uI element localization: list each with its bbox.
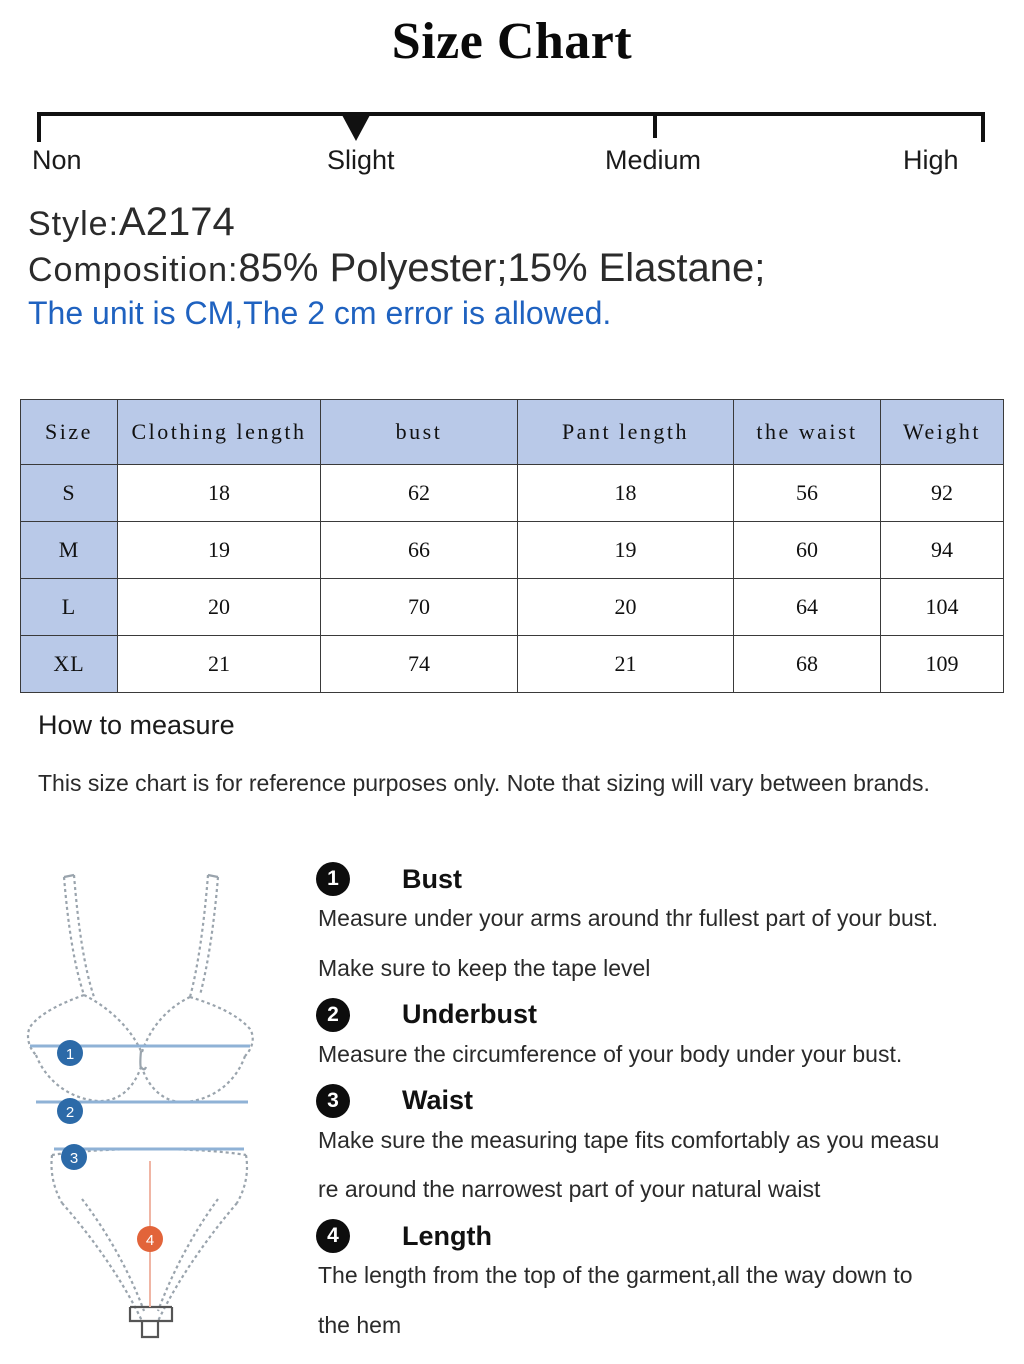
composition-value: 85% Polyester;15% Elastane; (238, 245, 766, 290)
step-line: Measure the circumference of your body under your bust. (318, 1040, 903, 1067)
style-label: Style: (28, 205, 120, 243)
step-title: Length (402, 1220, 492, 1251)
cell-clothing-length: 21 (118, 636, 321, 693)
step-title: Bust (402, 863, 462, 894)
cell-weight: 94 (881, 522, 1004, 579)
page-title: Size Chart (391, 13, 633, 70)
panty-marker-3-label: 3 (69, 1150, 79, 1167)
bra-illustration (28, 875, 253, 1102)
panty-marker-4 (137, 1226, 163, 1252)
measure-steps (316, 862, 996, 1355)
step-title: Underbust (402, 999, 537, 1030)
unit-note: The unit is CM,The 2 cm error is allowed. (28, 295, 612, 332)
cell-clothing-length: 20 (118, 579, 321, 636)
table-header-bust: bust (321, 400, 518, 465)
composition-line (28, 246, 1008, 292)
scale-label-non: Non (32, 145, 82, 175)
cell-weight: 109 (881, 636, 1004, 693)
panty-marker-4-label: 4 (145, 1232, 155, 1249)
table-header-weight: Weight (881, 400, 1004, 465)
bra-marker-1 (57, 1040, 83, 1066)
bra-marker-2 (57, 1098, 83, 1124)
step-line: the hem (318, 1312, 402, 1339)
composition-label: Composition: (28, 250, 239, 289)
step-line: The length from the top of the garment,all the way down to (318, 1262, 913, 1289)
measure-step-bust (316, 862, 996, 990)
cell-bust: 66 (321, 522, 518, 579)
cell-pant-length: 18 (518, 465, 734, 522)
table-header-pant-length: Pant length (518, 400, 734, 465)
cell-pant-length: 20 (518, 579, 734, 636)
cell-pant-length: 19 (518, 522, 734, 579)
support-level-scale (32, 112, 985, 184)
garment-illustrations (22, 855, 302, 1355)
cell-bust: 74 (321, 636, 518, 693)
table-header-waist: the waist (734, 400, 881, 465)
cell-size: L (21, 579, 118, 636)
cell-clothing-length: 18 (118, 465, 321, 522)
cell-clothing-length: 19 (118, 522, 321, 579)
cell-waist: 60 (734, 522, 881, 579)
cell-weight: 92 (881, 465, 1004, 522)
scale-marker-triangle (342, 115, 370, 141)
scale-label-slight: Slight (327, 145, 395, 175)
cell-size: M (21, 522, 118, 579)
cell-bust: 62 (321, 465, 518, 522)
scale-label-medium: Medium (605, 145, 702, 175)
table-header-clothing-length: Clothing length (118, 400, 321, 465)
how-to-measure-title: How to measure (38, 710, 235, 740)
step-title: Waist (402, 1085, 474, 1116)
how-to-measure-subtitle: This size chart is for reference purposes only. Note that sizing will vary between brands. (38, 770, 930, 796)
cell-waist: 64 (734, 579, 881, 636)
style-line (28, 200, 1008, 246)
step-line: Make sure to keep the tape level (318, 954, 651, 981)
cell-bust: 70 (321, 579, 518, 636)
step-line: re around the narrowest part of your natural waist (318, 1176, 821, 1203)
scale-tick-medium (653, 112, 657, 138)
size-table (20, 399, 1004, 693)
product-meta (28, 200, 1008, 332)
cell-waist: 56 (734, 465, 881, 522)
bra-marker-1-label: 1 (65, 1046, 75, 1063)
cell-weight: 104 (881, 579, 1004, 636)
illustration-svg (22, 855, 302, 1355)
table-row (21, 522, 1004, 579)
step-line: Make sure the measuring tape fits comfortably as you measu (318, 1126, 940, 1153)
style-value: A2174 (119, 200, 235, 244)
table-row (21, 465, 1004, 522)
panty-marker-3 (61, 1144, 87, 1170)
measure-step-underbust (316, 998, 996, 1076)
number-4-icon: 4 (316, 1219, 350, 1253)
scale-label-high: High (903, 145, 959, 175)
step-header (316, 1084, 996, 1118)
cell-size: XL (21, 636, 118, 693)
step-header (316, 1219, 996, 1253)
step-header (316, 862, 996, 896)
step-header (316, 998, 996, 1032)
bra-marker-2-label: 2 (65, 1104, 75, 1121)
number-2-icon: 2 (316, 998, 350, 1032)
scale-tick-non (37, 112, 41, 142)
number-1-icon: 1 (316, 862, 350, 896)
number-3-icon: 3 (316, 1084, 350, 1118)
table-header-size: Size (21, 400, 118, 465)
table-row (21, 636, 1004, 693)
scale-baseline (37, 112, 985, 116)
scale-tick-high (981, 112, 985, 142)
cell-size: S (21, 465, 118, 522)
table-row (21, 579, 1004, 636)
table-header-row (21, 400, 1004, 465)
step-line: Measure under your arms around thr fullest part of your bust. (318, 905, 939, 931)
measure-step-length (316, 1219, 996, 1347)
cell-pant-length: 21 (518, 636, 734, 693)
measure-step-waist (316, 1084, 996, 1212)
cell-waist: 68 (734, 636, 881, 693)
